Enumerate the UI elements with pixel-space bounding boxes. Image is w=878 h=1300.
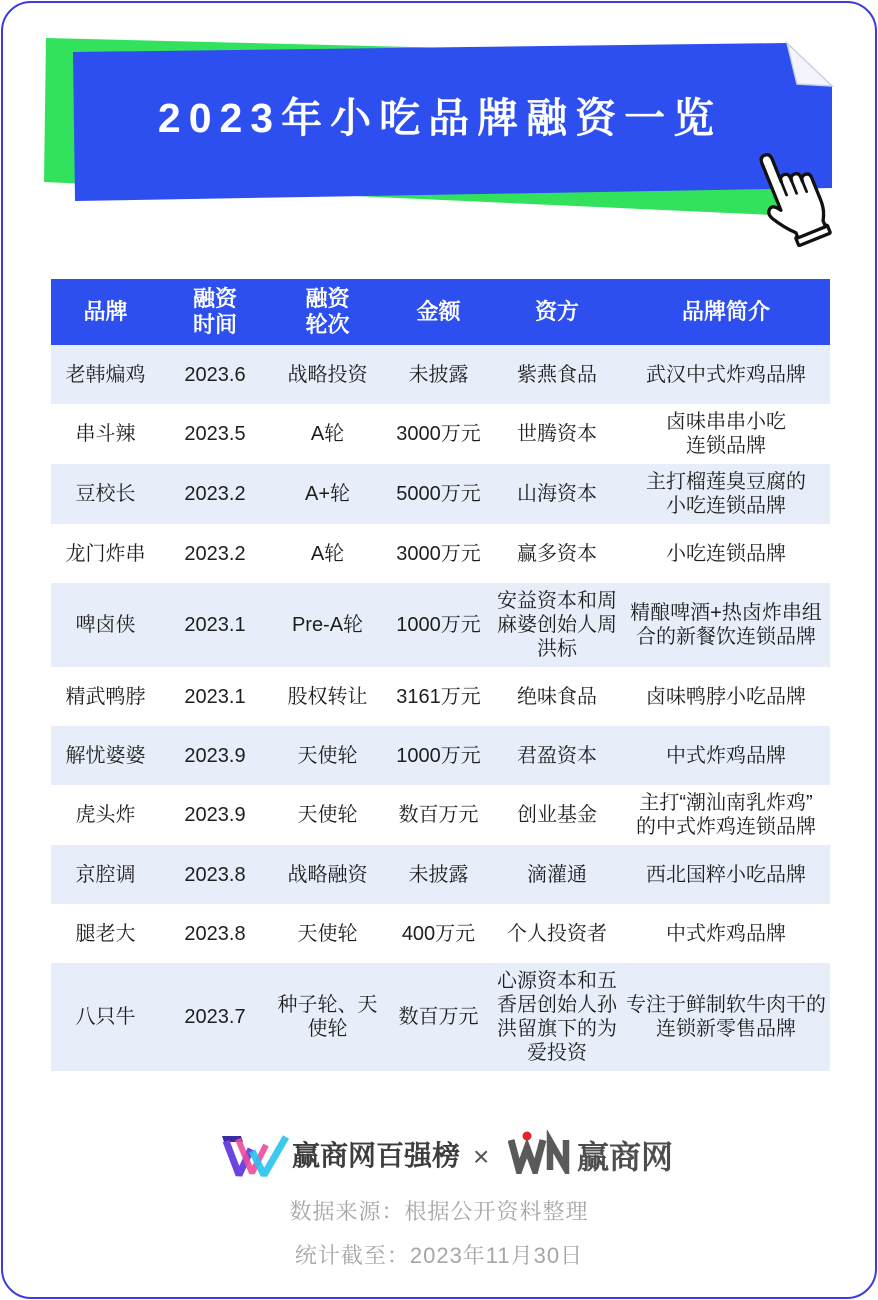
cell-date: 2023.7 [184, 1006, 246, 1028]
cell-brand: 虎头炸 [75, 804, 136, 826]
cell-round: 天使轮 [297, 744, 358, 767]
table-row [51, 583, 830, 667]
cell-brand: 串斗辣 [75, 423, 136, 445]
as-of-date-note: 统计截至：2023年11月30日 [294, 1243, 584, 1268]
cell-amount: 未披露 [408, 363, 469, 386]
cell-date: 2023.8 [184, 922, 246, 945]
cell-investor: 紫燕食品 [517, 363, 597, 386]
cell-amount: 数百万元 [398, 804, 479, 826]
cell-round: A轮 [310, 423, 345, 445]
cell-investor: 赢多资本 [517, 542, 597, 565]
cell-date: 2023.2 [184, 542, 246, 565]
cell-investor: 滴灌通 [527, 863, 587, 886]
table-row [51, 785, 830, 845]
cell-round: 股权转让 [287, 685, 368, 708]
cell-brand: 精武鸭脖 [65, 685, 146, 708]
collab-separator: × [473, 1141, 490, 1172]
cell-date: 2023.9 [184, 744, 246, 767]
cell-amount: 3000万元 [396, 542, 481, 565]
header-brand: 品牌 [83, 299, 128, 324]
cell-intro: 主打榴莲臭豆腐的 小吃连锁品牌 [646, 471, 806, 517]
cell-round: 天使轮 [297, 922, 358, 945]
header-round: 融资 轮次 [305, 286, 350, 337]
cell-brand: 豆校长 [75, 483, 136, 505]
cell-amount: 3000万元 [396, 423, 481, 445]
header-intro: 品牌简介 [681, 299, 770, 324]
cell-date: 2023.2 [184, 483, 246, 505]
table-row [51, 963, 830, 1071]
cell-intro: 中式炸鸡品牌 [666, 922, 786, 945]
cell-brand: 京腔调 [75, 863, 136, 886]
cell-intro: 西北国粹小吃品牌 [646, 863, 806, 886]
cell-amount: 5000万元 [396, 483, 481, 505]
cell-amount: 1000万元 [396, 744, 481, 767]
page-title: 2023年小吃品牌融资一览 [157, 95, 723, 141]
header-date: 融资 时间 [192, 286, 237, 337]
cell-investor: 心源资本和五 香居创始人孙 洪留旗下的为 爱投资 [497, 970, 617, 1064]
cell-brand: 老韩煸鸡 [65, 363, 146, 386]
baiqiangbang-logo-icon [220, 1133, 290, 1179]
cell-round: A轮 [310, 542, 345, 565]
table-row [51, 726, 830, 785]
table-row [51, 464, 830, 524]
table-row [51, 524, 830, 583]
cell-intro: 中式炸鸡品牌 [666, 744, 786, 767]
table-header-row [51, 279, 830, 345]
cell-intro: 主打“潮汕南乳炸鸡” 的中式炸鸡连锁品牌 [636, 792, 816, 838]
data-source-note: 数据来源：根据公开资料整理 [289, 1199, 589, 1224]
cell-amount: 400万元 [401, 922, 476, 945]
table-row [51, 845, 830, 904]
cell-round: 战略融资 [287, 863, 368, 886]
cell-brand: 八只牛 [75, 1006, 136, 1028]
cell-round: 天使轮 [297, 804, 358, 826]
cell-date: 2023.5 [184, 423, 246, 445]
cell-amount: 3161万元 [396, 685, 481, 708]
cell-investor: 世腾资本 [517, 423, 597, 445]
cell-intro: 精酿啤酒+热卤炸串组 合的新餐饮连锁品牌 [630, 602, 822, 648]
cell-intro: 卤味串串小吃 连锁品牌 [666, 411, 786, 457]
cell-investor: 个人投资者 [507, 922, 607, 945]
cell-amount: 数百万元 [398, 1006, 479, 1028]
cell-amount: 未披露 [408, 863, 469, 886]
cell-amount: 1000万元 [396, 614, 481, 636]
cell-intro: 小吃连锁品牌 [666, 542, 786, 565]
cell-brand: 啤卤侠 [75, 614, 136, 636]
cell-brand: 解忧婆婆 [65, 744, 146, 767]
cell-date: 2023.6 [184, 363, 246, 386]
table-row [51, 904, 830, 963]
cell-investor: 创业基金 [517, 804, 597, 826]
financing-table [51, 279, 830, 1071]
cell-round: 种子轮、天 使轮 [277, 994, 378, 1040]
cell-date: 2023.1 [184, 685, 246, 708]
cell-date: 2023.9 [184, 804, 246, 826]
table-row [51, 345, 830, 404]
cell-investor: 绝味食品 [517, 685, 597, 708]
cell-intro: 专注于鲜制软牛肉干的 连锁新零售品牌 [626, 994, 826, 1040]
header-investor: 资方 [534, 299, 579, 324]
table-row [51, 667, 830, 726]
winshang-logo-icon [508, 1130, 572, 1174]
cell-date: 2023.1 [184, 614, 246, 636]
winshang-logo-text: 赢商网 [577, 1139, 674, 1175]
baiqiangbang-logo-text: 赢商网百强榜 [292, 1140, 461, 1171]
cell-round: A+轮 [304, 483, 351, 505]
cell-brand: 腿老大 [75, 922, 136, 945]
cell-investor: 安益资本和周 麻婆创始人周 洪标 [497, 590, 617, 660]
table-row [51, 404, 830, 464]
cell-intro: 卤味鸭脖小吃品牌 [646, 685, 806, 708]
cell-date: 2023.8 [184, 863, 246, 886]
header-amount: 金额 [416, 299, 461, 324]
cell-intro: 武汉中式炸鸡品牌 [646, 363, 806, 386]
cell-brand: 龙门炸串 [65, 542, 146, 565]
cell-round: 战略投资 [287, 363, 368, 386]
cell-investor: 山海资本 [517, 483, 597, 505]
cell-round: Pre-A轮 [291, 614, 364, 636]
cell-investor: 君盈资本 [517, 744, 597, 767]
